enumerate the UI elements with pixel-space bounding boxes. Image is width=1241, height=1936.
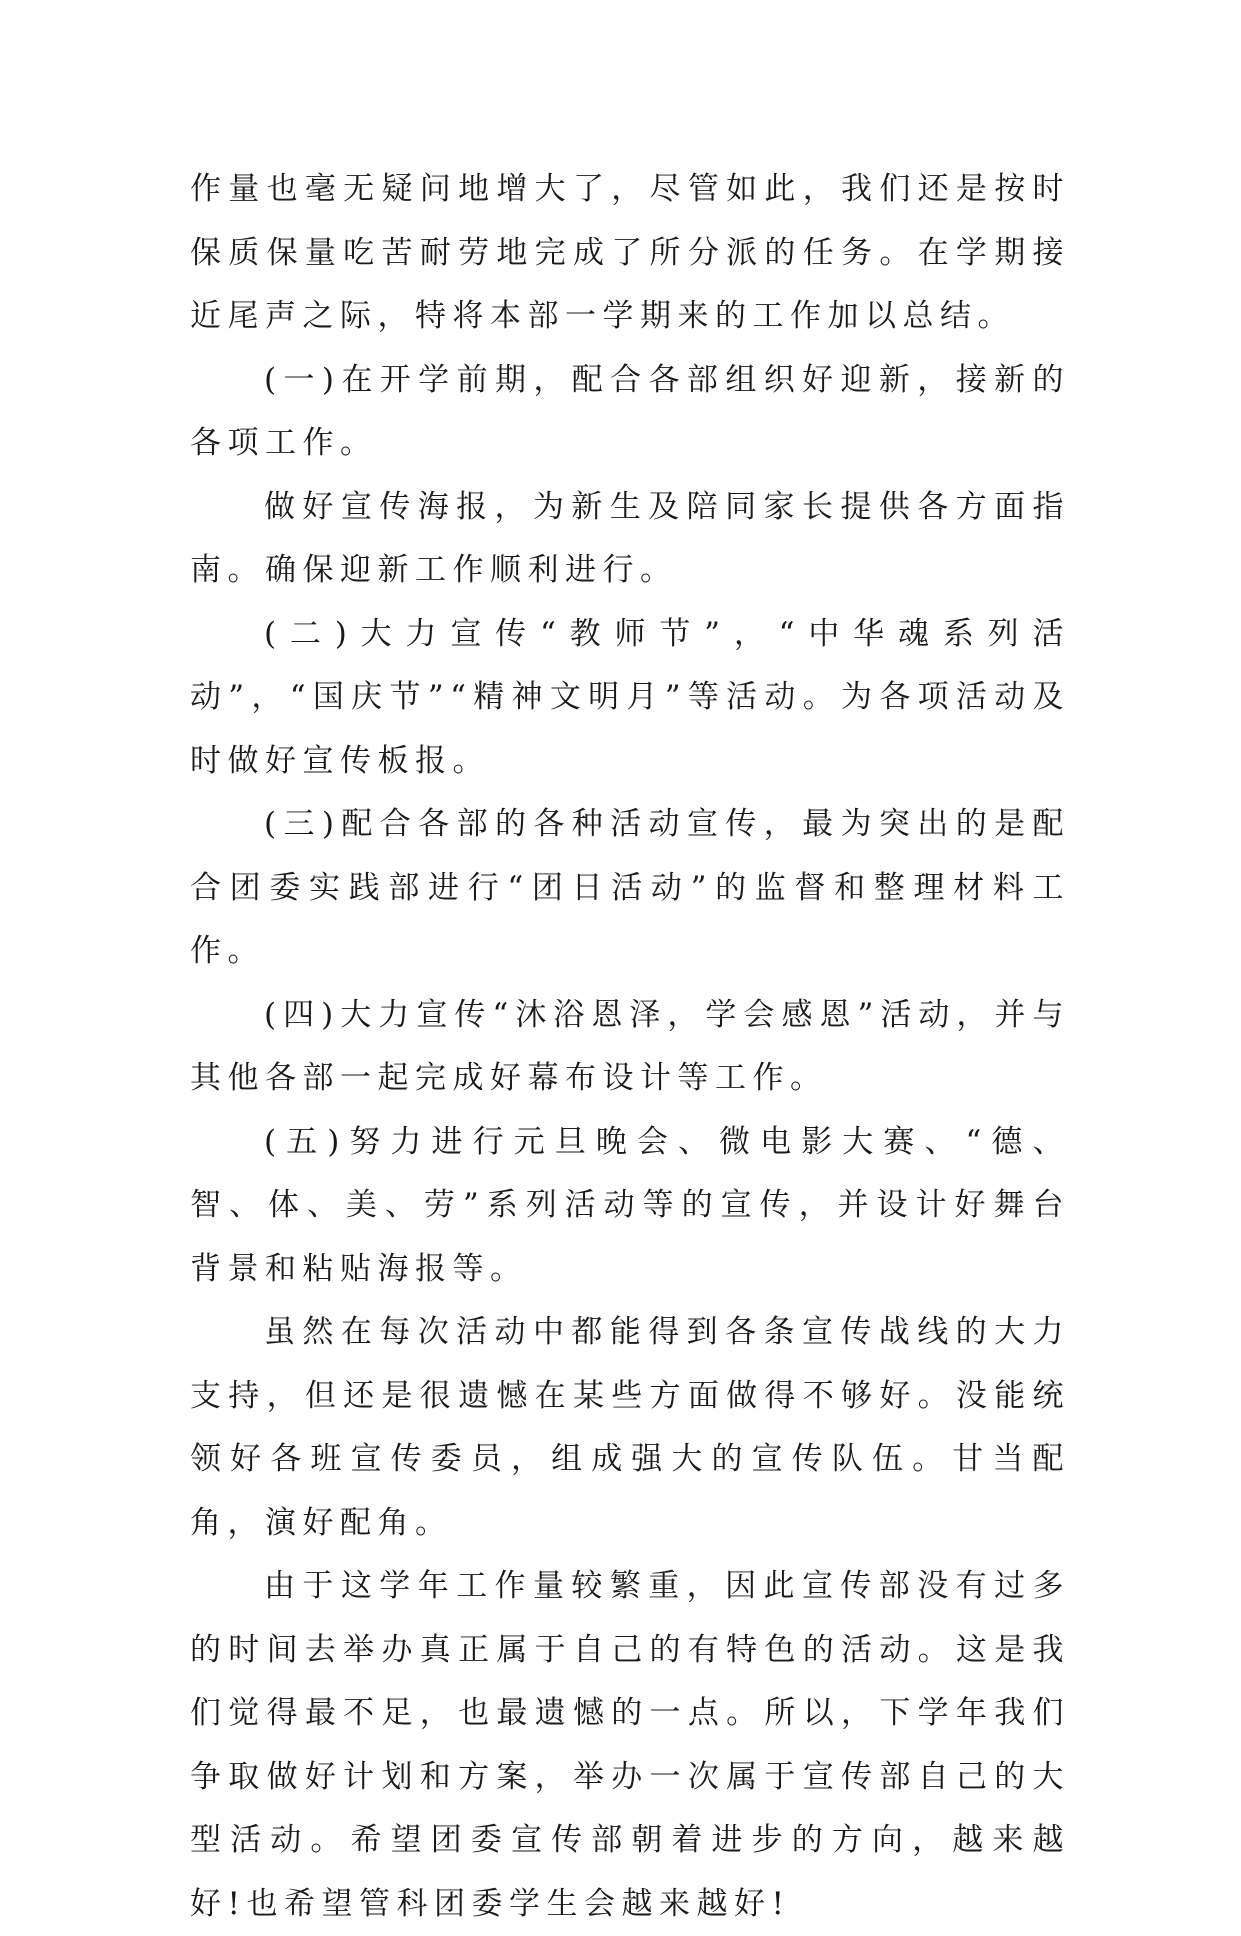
paragraph-item-2: (二)大力宣传“教师节”，“中华魂系列活动”，“国庆节”“精神文明月”等活动。为各项活动及时做好宣传板报。 (190, 615, 1070, 779)
paragraph-item-1: (一)在开学前期，配合各部组织好迎新，接新的各项工作。 (190, 361, 1070, 461)
paragraph-item-4: (四)大力宣传“沐浴恩泽，学会感恩”活动，并与其他各部一起完成好幕布设计等工作。 (190, 996, 1070, 1096)
paragraph-conclusion: 由于这学年工作量较繁重，因此宣传部没有过多的时间去举办真正属于自己的有特色的活动。这是我们觉得最不足，也最遗憾的一点。所以，下学年我们争取做好计划和方案，举办一次属于宣传部自己的大型活动。希望团委宣传部朝着进步的方向，越来越好!也希望管科团委学生会越来越好! (190, 1568, 1070, 1922)
paragraph-item-1-detail: 做好宣传海报，为新生及陪同家长提供各方面指南。确保迎新工作顺利进行。 (190, 488, 1070, 588)
paragraph-reflection: 虽然在每次活动中都能得到各条宣传战线的大力支持，但还是很遗憾在某些方面做得不够好。没能统领好各班宣传委员，组成强大的宣传队伍。甘当配角，演好配角。 (190, 1314, 1070, 1541)
document-body (190, 158, 1070, 1936)
paragraph-item-3: (三)配合各部的各种活动宣传，最为突出的是配合团委实践部进行“团日活动”的监督和整理材料工作。 (190, 806, 1070, 969)
paragraph-intro-continued: 作量也毫无疑问地增大了，尽管如此，我们还是按时保质保量吃苦耐劳地完成了所分派的任务。在学期接近尾声之际，特将本部一学期来的工作加以总结。 (190, 171, 1070, 334)
paragraph-item-5: (五)努力进行元旦晚会、微电影大赛、“德、智、体、美、劳”系列活动等的宣传，并设计好舞台背景和粘贴海报等。 (190, 1123, 1070, 1287)
